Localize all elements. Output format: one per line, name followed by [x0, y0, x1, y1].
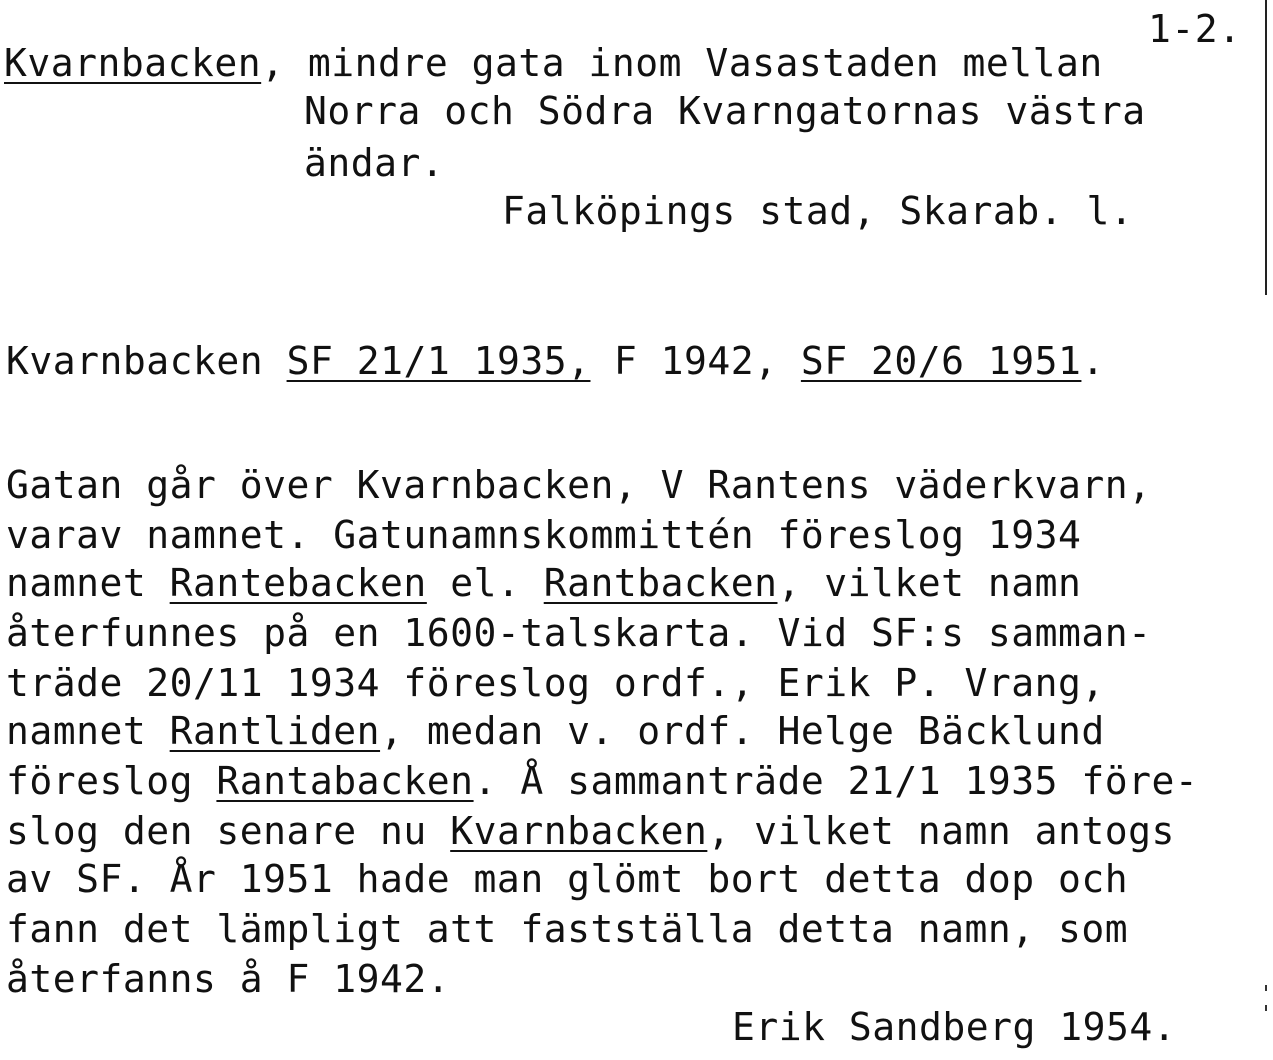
body-line-1: Gatan går över Kvarnbacken, V Rantens väderkvarn, [6, 463, 1152, 507]
body-line-11: återfanns å F 1942. [6, 957, 451, 1001]
name-rantebacken: Rantebacken [169, 561, 427, 605]
body-line-2: varav namnet. Gatunamnskommittén föreslog 1934 [6, 513, 1082, 557]
body-line-7: föreslog Rantabacken. Å sammanträde 21/1 1935 före- [6, 759, 1199, 803]
name-rantbacken: Rantbacken [543, 561, 778, 605]
body-line-3: namnet Rantebacken el. Rantbacken, vilket namn [6, 561, 1082, 605]
card-right-edge [1265, 0, 1267, 295]
source-ref-sf-1935: SF 21/1 1935, [286, 339, 591, 383]
signature: Erik Sandberg 1954. [732, 1005, 1177, 1049]
card-edge-mark [1265, 1005, 1267, 1011]
body-line-10: fann det lämpligt att fastställa detta namn, som [6, 907, 1129, 951]
card-edge-mark [1265, 985, 1267, 991]
header-line-3: ändar. [304, 141, 445, 185]
card-number: 1-2. [1148, 7, 1242, 51]
sources-line: Kvarnbacken SF 21/1 1935, F 1942, SF 20/6 1951. [6, 339, 1105, 383]
name-rantabacken: Rantabacken [216, 759, 474, 803]
body-line-8: slog den senare nu Kvarnbacken, vilket namn antogs [6, 809, 1175, 853]
body-line-9: av SF. År 1951 hade man glömt bort detta dop och [6, 857, 1129, 901]
body-line-4: återfunnes på en 1600-talskarta. Vid SF:s samman- [6, 611, 1152, 655]
source-ref-sf-1951: SF 20/6 1951 [800, 339, 1082, 383]
location-line: Falköpings stad, Skarab. l. [502, 189, 1134, 233]
source-ref-f-1942: F 1942, [590, 339, 801, 383]
header-line-1: Kvarnbacken, mindre gata inom Vasastaden mellan [4, 41, 1103, 85]
street-name-heading: Kvarnbacken [4, 41, 262, 85]
body-line-5: träde 20/11 1934 föreslog ordf., Erik P. Vrang, [6, 661, 1105, 705]
name-kvarnbacken: Kvarnbacken [450, 809, 708, 853]
name-rantliden: Rantliden [169, 709, 381, 753]
header-line-2: Norra och Södra Kvarngatornas västra [304, 89, 1146, 133]
body-line-6: namnet Rantliden, medan v. ordf. Helge Bäcklund [6, 709, 1105, 753]
